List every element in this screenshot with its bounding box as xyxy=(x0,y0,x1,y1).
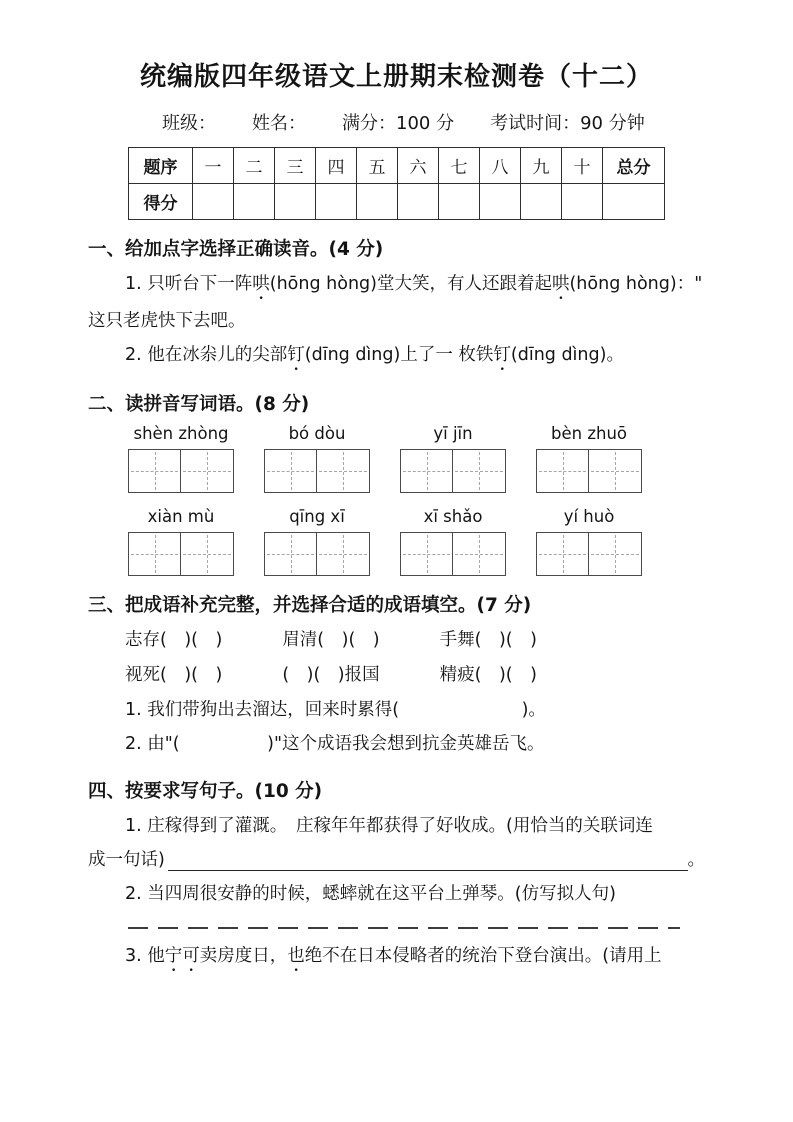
sentence-period: 。 xyxy=(687,849,705,870)
word-block xyxy=(128,505,234,576)
score-cell xyxy=(439,184,480,220)
column-header-3: 三 xyxy=(275,148,316,184)
writing-grid xyxy=(536,449,642,493)
writing-grid xyxy=(264,532,370,576)
writing-cell xyxy=(128,532,181,576)
answer-underline xyxy=(168,870,688,871)
section-2-heading: 二、读拼音写词语。(8 分) xyxy=(88,394,310,416)
text-segment: (dīng dìng)。 xyxy=(510,345,624,366)
writing-grid xyxy=(128,532,234,576)
writing-cell xyxy=(181,449,234,493)
score-row xyxy=(129,184,665,220)
score-cell xyxy=(480,184,521,220)
pinyin-label: yí huò xyxy=(563,507,615,527)
section-2 xyxy=(88,390,705,576)
writing-cell xyxy=(589,532,642,576)
writing-cell xyxy=(589,449,642,493)
total-label: 总分 xyxy=(603,148,665,184)
word-block xyxy=(400,505,506,576)
text-segment: 2. 他在冰尜儿的尖部 xyxy=(125,345,288,366)
writing-cell xyxy=(181,532,234,576)
column-header-9: 九 xyxy=(521,148,562,184)
dotted-character: 钉 xyxy=(493,345,511,366)
word-block xyxy=(536,422,642,493)
answer-dashed-line xyxy=(128,927,680,929)
idiom-item: 视死( )( ) xyxy=(125,665,223,686)
section-1-question-1 xyxy=(88,267,705,304)
writing-grid xyxy=(536,532,642,576)
section-1-heading: 一、给加点字选择正确读音。(4 分) xyxy=(88,239,384,260)
section-1-question-2 xyxy=(88,338,705,375)
column-header-7: 七 xyxy=(439,148,480,184)
total-score-cell xyxy=(603,184,665,220)
dotted-character: 哄 xyxy=(551,274,570,294)
pinyin-label: qīng xī xyxy=(289,507,345,527)
word-block xyxy=(536,505,642,576)
dotted-character: 哄 xyxy=(252,274,270,294)
class-label: 班级： xyxy=(162,113,216,134)
full-score-label: 满分：100 分 xyxy=(342,113,455,134)
score-cell xyxy=(234,184,275,220)
section-4-heading: 四、按要求写句子。(10 分) xyxy=(88,780,323,802)
writing-cell xyxy=(317,449,370,493)
writing-cell xyxy=(317,532,370,576)
score-cell xyxy=(562,184,603,220)
idiom-row-1 xyxy=(88,623,705,658)
pinyin-label: bó dòu xyxy=(288,424,346,444)
text-segment: (hōng hòng)堂大笑，有人还跟着起 xyxy=(269,274,552,294)
text-segment: (dīng dìng)上了一 枚铁 xyxy=(304,345,494,366)
pinyin-label: xī shǎo xyxy=(423,507,483,527)
section-3-question-2: 2. 由"( )"这个成语我会想到抗金英雄岳飞。 xyxy=(125,734,545,755)
question-order-label: 题序 xyxy=(129,148,193,184)
writing-cell xyxy=(453,449,506,493)
score-cell xyxy=(521,184,562,220)
column-header-1: 一 xyxy=(193,148,234,184)
writing-grid xyxy=(128,449,234,493)
word-block xyxy=(128,422,234,493)
score-label: 得分 xyxy=(129,184,193,220)
column-header-2: 二 xyxy=(234,148,275,184)
text-segment: (hōng hòng)：" xyxy=(569,274,703,294)
idiom-item: 精疲( )( ) xyxy=(439,665,537,686)
score-table xyxy=(128,147,665,220)
writing-cell xyxy=(536,449,589,493)
score-cell xyxy=(357,184,398,220)
pinyin-label: xiàn mù xyxy=(147,507,215,527)
question-text: 成一句话) xyxy=(88,849,165,870)
idiom-item: 志存( )( ) xyxy=(125,630,223,651)
dotted-character: 钉 xyxy=(287,345,305,366)
text-segment: 3. 他 xyxy=(125,945,165,966)
score-cell xyxy=(193,184,234,220)
section-3-question-1: 1. 我们带狗出去溜达，回来时累得( )。 xyxy=(125,700,546,721)
word-block xyxy=(264,505,370,576)
dotted-character: 可 xyxy=(182,945,200,966)
section-1 xyxy=(88,235,705,375)
word-block xyxy=(400,422,506,493)
score-cell xyxy=(275,184,316,220)
writing-cell xyxy=(453,532,506,576)
column-header-10: 十 xyxy=(562,148,603,184)
page-title: 统编版四年级语文上册期末检测卷（十二） xyxy=(139,62,653,92)
exam-time-label: 考试时间：90 分钟 xyxy=(490,113,645,134)
section-4-question-1-answer-line xyxy=(88,843,705,877)
pinyin-label: bèn zhuō xyxy=(551,424,627,444)
dotted-character: 也 xyxy=(287,945,305,966)
idiom-row-2 xyxy=(88,658,705,693)
writing-grid xyxy=(400,532,506,576)
writing-grid xyxy=(400,449,506,493)
column-header-8: 八 xyxy=(480,148,521,184)
section-4 xyxy=(88,777,705,976)
idiom-item: 眉清( )( ) xyxy=(282,630,380,651)
pinyin-label: yī jīn xyxy=(433,424,473,444)
section-4-question-1: 1. 庄稼得到了灌溉。 庄稼年年都获得了好收成。(用恰当的关联词连 xyxy=(125,815,653,836)
dotted-character: 宁 xyxy=(164,945,183,966)
text-segment: 1. 只听台下一阵 xyxy=(125,274,253,294)
section-3-heading: 三、把成语补充完整，并选择合适的成语填空。(7 分) xyxy=(88,595,532,617)
word-block xyxy=(264,422,370,493)
column-header-4: 四 xyxy=(316,148,357,184)
section-4-question-3 xyxy=(88,939,705,976)
text-segment: 卖房度日， xyxy=(199,945,288,966)
pinyin-row-1 xyxy=(128,422,705,493)
writing-cell xyxy=(536,532,589,576)
score-cell xyxy=(316,184,357,220)
section-4-question-2: 2. 当四周很安静的时候，蟋蟀就在这平台上弹琴。(仿写拟人句) xyxy=(125,883,616,904)
score-cell xyxy=(398,184,439,220)
column-header-6: 六 xyxy=(398,148,439,184)
question-order-row xyxy=(129,148,665,184)
idiom-item: ( )( )报国 xyxy=(282,665,380,686)
student-info-line xyxy=(88,109,705,135)
pinyin-label: shèn zhòng xyxy=(133,424,229,444)
name-label: 姓名： xyxy=(252,113,306,134)
writing-cell xyxy=(264,532,317,576)
section-3 xyxy=(88,591,705,761)
writing-cell xyxy=(400,532,453,576)
writing-cell xyxy=(128,449,181,493)
writing-grid xyxy=(264,449,370,493)
idiom-item: 手舞( )( ) xyxy=(439,630,537,651)
writing-cell xyxy=(400,449,453,493)
column-header-5: 五 xyxy=(357,148,398,184)
text-segment: 绝不在日本侵略者的统治下登台演出。(请用上 xyxy=(304,945,662,966)
pinyin-row-2 xyxy=(128,505,705,576)
writing-cell xyxy=(264,449,317,493)
section-1-question-1-continuation: 这只老虎快下去吧。 xyxy=(88,311,246,331)
